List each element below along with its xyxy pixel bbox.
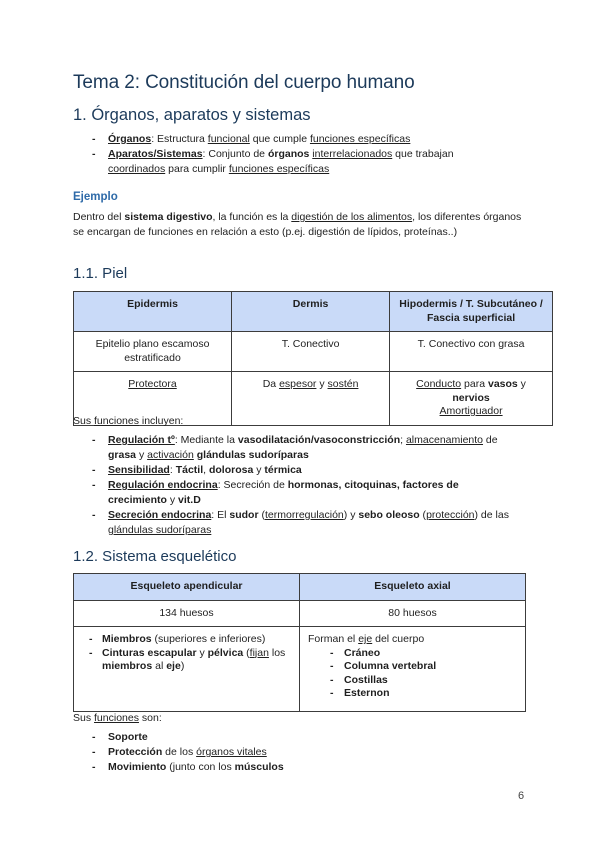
table-cell: Forman el eje del cuerpo - Cráneo - Columna vertebral - Costillas - Esternon — [300, 627, 526, 712]
example-paragraph: Dentro del sistema digestivo, la función es la digestión de los alimentos, los diferentes órganos se encargan de funciones en relación a esto (p.ej. digestión de lípidos, proteínas..) — [73, 211, 522, 238]
table-header: Dermis — [232, 292, 390, 332]
list-item: - Regulación endocrina: Secreción de hormonas, citoquinas, factores de crecimiento y vit.D — [92, 478, 512, 508]
section-heading-piel: 1.1. Piel — [73, 265, 128, 282]
table-cell: T. Conectivo — [232, 332, 390, 372]
list-item: - Sensibilidad: Táctil, dolorosa y térmica — [92, 463, 512, 478]
table-cell: 134 huesos — [74, 600, 300, 627]
example-heading: Ejemplo — [73, 191, 118, 203]
list-item: - Aparatos/Sistemas: Conjunto de órganos interrelacionados que trabajan coordinados para cumplir funciones específicas — [92, 147, 512, 177]
table-header: Epidermis — [74, 292, 232, 332]
table-cell: Conducto para vasos y nervios Amortiguador — [390, 372, 553, 426]
list-item: - Esternon — [308, 687, 517, 701]
list-item: - Cinturas escapular y pélvica (fijan los miembros al eje) — [84, 647, 291, 674]
section-heading-organos: 1. Órganos, aparatos y sistemas — [73, 106, 311, 124]
table-cell — [74, 627, 300, 712]
table-cell: Da espesor y sostén — [232, 372, 390, 426]
list-item: - Columna vertebral — [308, 660, 517, 674]
list-item: - Regulación tº: Mediante la vasodilatación/vasoconstricción; almacenamiento de grasa y activación glándulas sudoríparas — [92, 433, 512, 463]
definitions-list — [92, 132, 512, 177]
esqueleto-table — [73, 573, 526, 712]
table-header: Esqueleto apendicular — [74, 574, 300, 601]
list-item: - Órganos: Estructura funcional que cumple funciones específicas — [92, 132, 512, 147]
page-title: Tema 2: Constitución del cuerpo humano — [73, 72, 415, 93]
list-item: - Miembros (superiores e inferiores) — [84, 633, 291, 647]
list-item: - Secreción endocrina: El sudor (termorregulación) y sebo oleoso (protección) de las glándulas sudoríparas — [92, 508, 512, 538]
table-cell: Protectora — [74, 372, 232, 426]
piel-funciones-list — [92, 433, 512, 538]
list-item: - Costillas — [308, 674, 517, 688]
section-heading-esqueleto: 1.2. Sistema esquelético — [73, 548, 237, 565]
list-item: - Protección de los órganos vitales — [92, 745, 512, 760]
page-number: 6 — [518, 790, 525, 802]
table-header: Hipodermis / T. Subcutáneo / Fascia superficial — [390, 292, 553, 332]
esqueleto-funciones-intro: Sus funciones son: — [73, 712, 162, 724]
table-header: Esqueleto axial — [300, 574, 526, 601]
table-cell: T. Conectivo con grasa — [390, 332, 553, 372]
list-item: - Soporte — [92, 730, 512, 745]
list-item: - Movimiento (junto con los músculos — [92, 760, 512, 775]
piel-funciones-intro: Sus funciones incluyen: — [73, 415, 184, 427]
list-item: - Cráneo — [308, 647, 517, 661]
esqueleto-funciones-list — [92, 730, 512, 775]
table-cell: Epitelio plano escamoso estratificado — [74, 332, 232, 372]
table-cell: 80 huesos — [300, 600, 526, 627]
piel-table — [73, 291, 553, 426]
